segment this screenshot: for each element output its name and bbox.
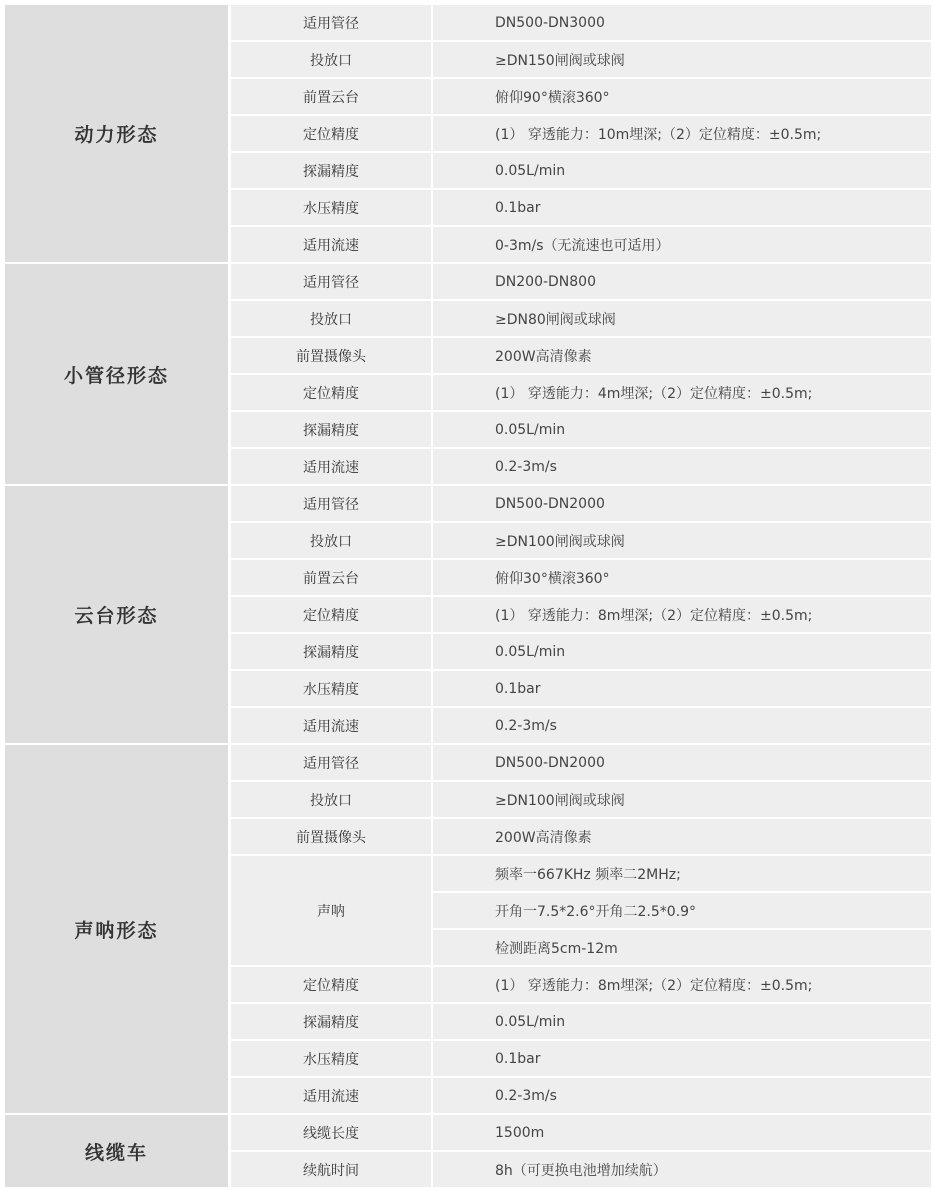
table-row: [231, 264, 931, 299]
row-label: 适用管径: [231, 264, 431, 299]
section-rows: [231, 264, 931, 484]
row-label: 适用管径: [231, 745, 431, 780]
row-value: 1500m: [433, 1115, 931, 1150]
table-row: [231, 412, 931, 447]
table-row: [231, 1041, 931, 1076]
row-value: 200W高清像素: [433, 338, 931, 373]
row-value: DN500-DN2000: [433, 745, 931, 780]
section-name: 声呐形态: [5, 745, 228, 1113]
row-label: 适用流速: [231, 227, 431, 262]
row-value: ≥DN100闸阀或球阀: [433, 782, 931, 817]
row-label: 定位精度: [231, 116, 431, 151]
row-value: DN500-DN2000: [433, 486, 931, 521]
row-value: 0.2-3m/s: [433, 708, 931, 743]
row-value: (1） 穿透能力：8m埋深;（2）定位精度：±0.5m;: [433, 967, 931, 1002]
row-value: DN200-DN800: [433, 264, 931, 299]
table-row: [231, 5, 931, 40]
table-row: [231, 338, 931, 373]
table-row: [231, 597, 931, 632]
section-name: 动力形态: [5, 5, 228, 262]
row-value: 0.1bar: [433, 1041, 931, 1076]
table-row: [231, 153, 931, 188]
table-row: [231, 301, 931, 336]
row-value: 频率一667KHz 频率二2MHz;: [433, 856, 931, 891]
row-label: 投放口: [231, 523, 431, 558]
spec-section: [5, 745, 931, 1113]
row-label: 前置摄像头: [231, 819, 431, 854]
row-value: 0.05L/min: [433, 634, 931, 669]
table-row: [231, 375, 931, 410]
row-value: 0.05L/min: [433, 1004, 931, 1039]
row-value: ≥DN150闸阀或球阀: [433, 42, 931, 77]
row-label: 水压精度: [231, 190, 431, 225]
row-value: 8h（可更换电池增加续航）: [433, 1152, 931, 1187]
row-value: 0.2-3m/s: [433, 449, 931, 484]
row-label: 前置云台: [231, 79, 431, 114]
table-row: [231, 42, 931, 77]
table-row: [231, 449, 931, 484]
row-value: 0.2-3m/s: [433, 1078, 931, 1113]
table-row: [231, 560, 931, 595]
row-value: 200W高清像素: [433, 819, 931, 854]
row-value: 0-3m/s（无流速也可适用）: [433, 227, 931, 262]
table-row: [231, 708, 931, 743]
row-value: (1） 穿透能力：8m埋深;（2）定位精度：±0.5m;: [433, 597, 931, 632]
table-row: [231, 116, 931, 151]
table-row: [231, 190, 931, 225]
row-label: 适用流速: [231, 449, 431, 484]
section-rows: [231, 486, 931, 743]
table-row: [231, 227, 931, 262]
row-label: 投放口: [231, 42, 431, 77]
row-label: 探漏精度: [231, 1004, 431, 1039]
row-value: 0.05L/min: [433, 412, 931, 447]
row-value: 俯仰30°横滚360°: [433, 560, 931, 595]
spec-section: [5, 486, 931, 743]
row-label: 声呐: [231, 856, 431, 965]
row-value: ≥DN100闸阀或球阀: [433, 523, 931, 558]
row-label: 投放口: [231, 301, 431, 336]
table-row: [231, 79, 931, 114]
row-label: 线缆长度: [231, 1115, 431, 1150]
spec-section: [5, 5, 931, 262]
row-label: 探漏精度: [231, 634, 431, 669]
section-rows: [231, 1115, 931, 1187]
table-row: [231, 1152, 931, 1187]
table-row: [231, 967, 931, 1002]
row-label: 前置云台: [231, 560, 431, 595]
row-value: 0.05L/min: [433, 153, 931, 188]
row-label: 适用管径: [231, 5, 431, 40]
row-label: 定位精度: [231, 967, 431, 1002]
row-value: 开角一7.5*2.6°开角二2.5*0.9°: [433, 893, 931, 928]
row-value: 0.1bar: [433, 190, 931, 225]
section-rows: [231, 745, 931, 1113]
row-label: 定位精度: [231, 597, 431, 632]
table-row: [231, 486, 931, 521]
row-value-group: [433, 856, 931, 965]
table-row: [231, 1115, 931, 1150]
row-value: (1） 穿透能力：10m埋深;（2）定位精度：±0.5m;: [433, 116, 931, 151]
row-label: 投放口: [231, 782, 431, 817]
table-row: [231, 634, 931, 669]
spec-section: [5, 1115, 931, 1187]
row-label: 探漏精度: [231, 412, 431, 447]
table-row: [231, 819, 931, 854]
row-label: 水压精度: [231, 1041, 431, 1076]
row-label: 适用流速: [231, 1078, 431, 1113]
table-row: [231, 856, 931, 965]
row-value: DN500-DN3000: [433, 5, 931, 40]
table-row: [231, 1004, 931, 1039]
section-name: 云台形态: [5, 486, 228, 743]
section-rows: [231, 5, 931, 262]
row-value: ≥DN80闸阀或球阀: [433, 301, 931, 336]
table-row: [231, 745, 931, 780]
row-value: 检测距离5cm-12m: [433, 930, 931, 965]
row-label: 适用管径: [231, 486, 431, 521]
table-row: [231, 671, 931, 706]
section-name: 线缆车: [5, 1115, 228, 1187]
row-value: 俯仰90°横滚360°: [433, 79, 931, 114]
row-value: (1） 穿透能力：4m埋深;（2）定位精度：±0.5m;: [433, 375, 931, 410]
row-label: 前置摄像头: [231, 338, 431, 373]
spec-table: [5, 5, 931, 1189]
row-label: 探漏精度: [231, 153, 431, 188]
table-row: [231, 523, 931, 558]
table-row: [231, 782, 931, 817]
row-label: 水压精度: [231, 671, 431, 706]
row-label: 适用流速: [231, 708, 431, 743]
row-label: 续航时间: [231, 1152, 431, 1187]
section-name: 小管径形态: [5, 264, 228, 484]
table-row: [231, 1078, 931, 1113]
row-value: 0.1bar: [433, 671, 931, 706]
spec-section: [5, 264, 931, 484]
row-label: 定位精度: [231, 375, 431, 410]
